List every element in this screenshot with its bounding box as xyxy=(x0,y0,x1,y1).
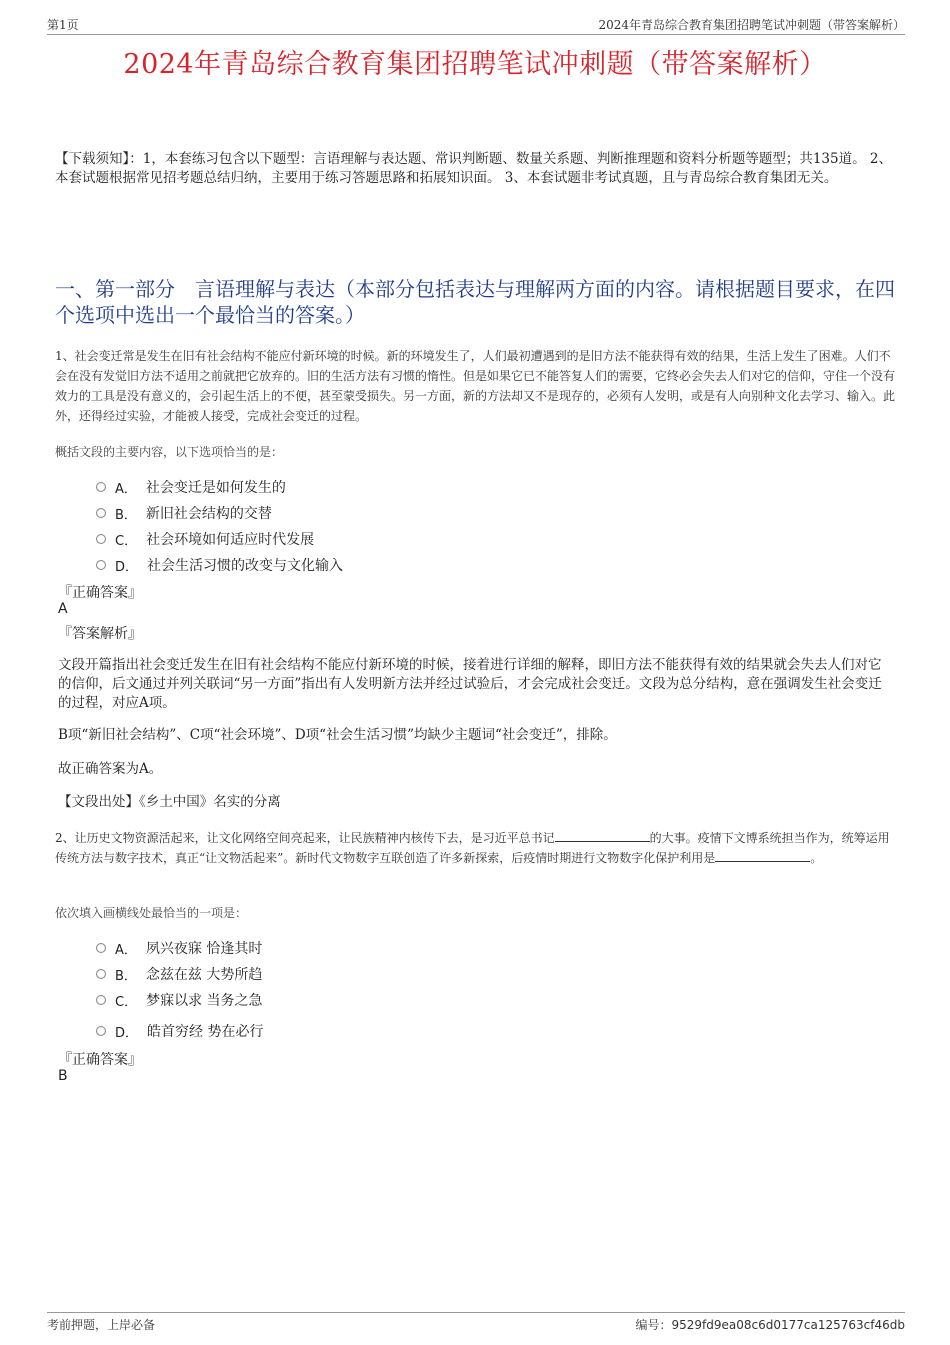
fill-blank-2[interactable] xyxy=(715,849,810,862)
question-1-answer-label: 『正确答案』 xyxy=(58,585,142,601)
question-2-answer-label: 『正确答案』 xyxy=(58,1052,142,1068)
radio-icon[interactable] xyxy=(96,560,106,570)
question-1-analysis-label: 『答案解析』 xyxy=(58,626,142,642)
radio-icon[interactable] xyxy=(96,969,106,979)
radio-icon[interactable] xyxy=(96,482,106,492)
question-2-option-c[interactable]: C． 梦寐以求 当务之急 xyxy=(96,990,263,1010)
page-header xyxy=(47,14,905,35)
download-notice: 【下载须知】：1，本套练习包含以下题型：言语理解与表达题、常识判断题、数量关系题、判断推理题和资料分析题等题型；共135道。 2、本套试题根据常见招考题总结归纳，主要用于练习答题思路和拓展知识面。 3、本套试题非考试真题，且与青岛综合教育集团无关。 xyxy=(55,151,892,186)
section-title: 一、第一部分 言语理解与表达（本部分包括表达与理解两方面的内容。请根据题目要求，在四个选项中选出一个最恰当的答案。） xyxy=(55,277,895,327)
radio-icon[interactable] xyxy=(96,943,106,953)
question-2-option-d[interactable]: D． 皓首穷经 势在必行 xyxy=(96,1021,263,1041)
radio-icon[interactable] xyxy=(96,534,106,544)
question-2-text: 2、让历史文物资源活起来，让文化网络空间亮起来，让民族精神内核传下去，是习近平总书记 的大事。疫情下文博系统担当作为，统筹运用传统方法与数字技术，真正“让文物活起来”。新时代文物数字互联创造了许多新探索，后疫情时期进行文物数字化保护利用是 。 xyxy=(55,831,890,865)
page-footer xyxy=(47,1312,905,1335)
radio-icon[interactable] xyxy=(96,1026,106,1036)
footer-slogan: 考前押题，上岸必备 xyxy=(47,1318,156,1332)
question-1-analysis-paragraph-2: B项“新旧社会结构”、C项“社会环境”、D项“社会生活习惯”均缺少主题词“社会变迁”，排除。 xyxy=(58,727,617,743)
question-1-answer: A xyxy=(58,601,68,617)
question-1-prompt: 概括文段的主要内容，以下选项恰当的是： xyxy=(55,445,284,459)
footer-code: 编号：9529fd9ea08c6d0177ca125763cf46db xyxy=(635,1318,905,1332)
question-2-option-a[interactable]: A． 夙兴夜寐 恰逢其时 xyxy=(96,938,262,958)
question-2-prompt: 依次填入画横线处最恰当的一项是： xyxy=(55,906,248,920)
question-1-option-d[interactable]: D． 社会生活习惯的改变与文化输入 xyxy=(96,555,343,575)
question-1-option-c[interactable]: C． 社会环境如何适应时代发展 xyxy=(96,529,314,549)
question-1-analysis-paragraph-1: 文段开篇指出社会变迁发生在旧有社会结构不能应付新环境的时候，接着进行详细的解释，即旧方法不能获得有效的结果就会失去人们对它的信仰，后文通过并列关联词“另一方面”指出有人发明新方法并经过试验后，才会完成社会变迁。文段为总分结构，意在强调发生社会变迁的过程，对应A项。 xyxy=(58,657,882,711)
question-1-option-a[interactable]: A． 社会变迁是如何发生的 xyxy=(96,477,286,497)
page-title: 2024年青岛综合教育集团招聘笔试冲刺题（带答案解析） xyxy=(123,49,827,80)
question-2-answer: B xyxy=(58,1068,68,1084)
question-2-option-b[interactable]: B． 念兹在兹 大势所趋 xyxy=(96,964,262,984)
page-number: 第1页 xyxy=(47,18,79,32)
radio-icon[interactable] xyxy=(96,508,106,518)
question-1-analysis-paragraph-3: 故正确答案为A。 xyxy=(58,761,163,777)
question-1-source: 【文段出处】《乡土中国》名实的分离 xyxy=(58,794,281,810)
fill-blank-1[interactable] xyxy=(555,829,650,842)
question-1-option-b[interactable]: B． 新旧社会结构的交替 xyxy=(96,503,272,523)
question-1-text: 1、社会变迁常是发生在旧有社会结构不能应付新环境的时候。新的环境发生了，人们最初遭遇到的是旧方法不能获得有效的结果，生活上发生了困难。人们不会在没有发觉旧方法不适用之前就把它放弃的。旧的生活方法有习惯的惰性。但是如果它已不能答复人们的需要，它终必会失去人们对它的信仰，守住一个没有效力的工具是没有意义的，会引起生活上的不便，甚至蒙受损失。另一方面，新的方法却又不是现存的，必须有人发明，或是有人向别种文化去学习、输入。此外，还得经过实验，才能被人接受，完成社会变迁的过程。 xyxy=(55,349,896,423)
radio-icon[interactable] xyxy=(96,995,106,1005)
header-doc-title: 2024年青岛综合教育集团招聘笔试冲刺题（带答案解析） xyxy=(598,18,905,32)
